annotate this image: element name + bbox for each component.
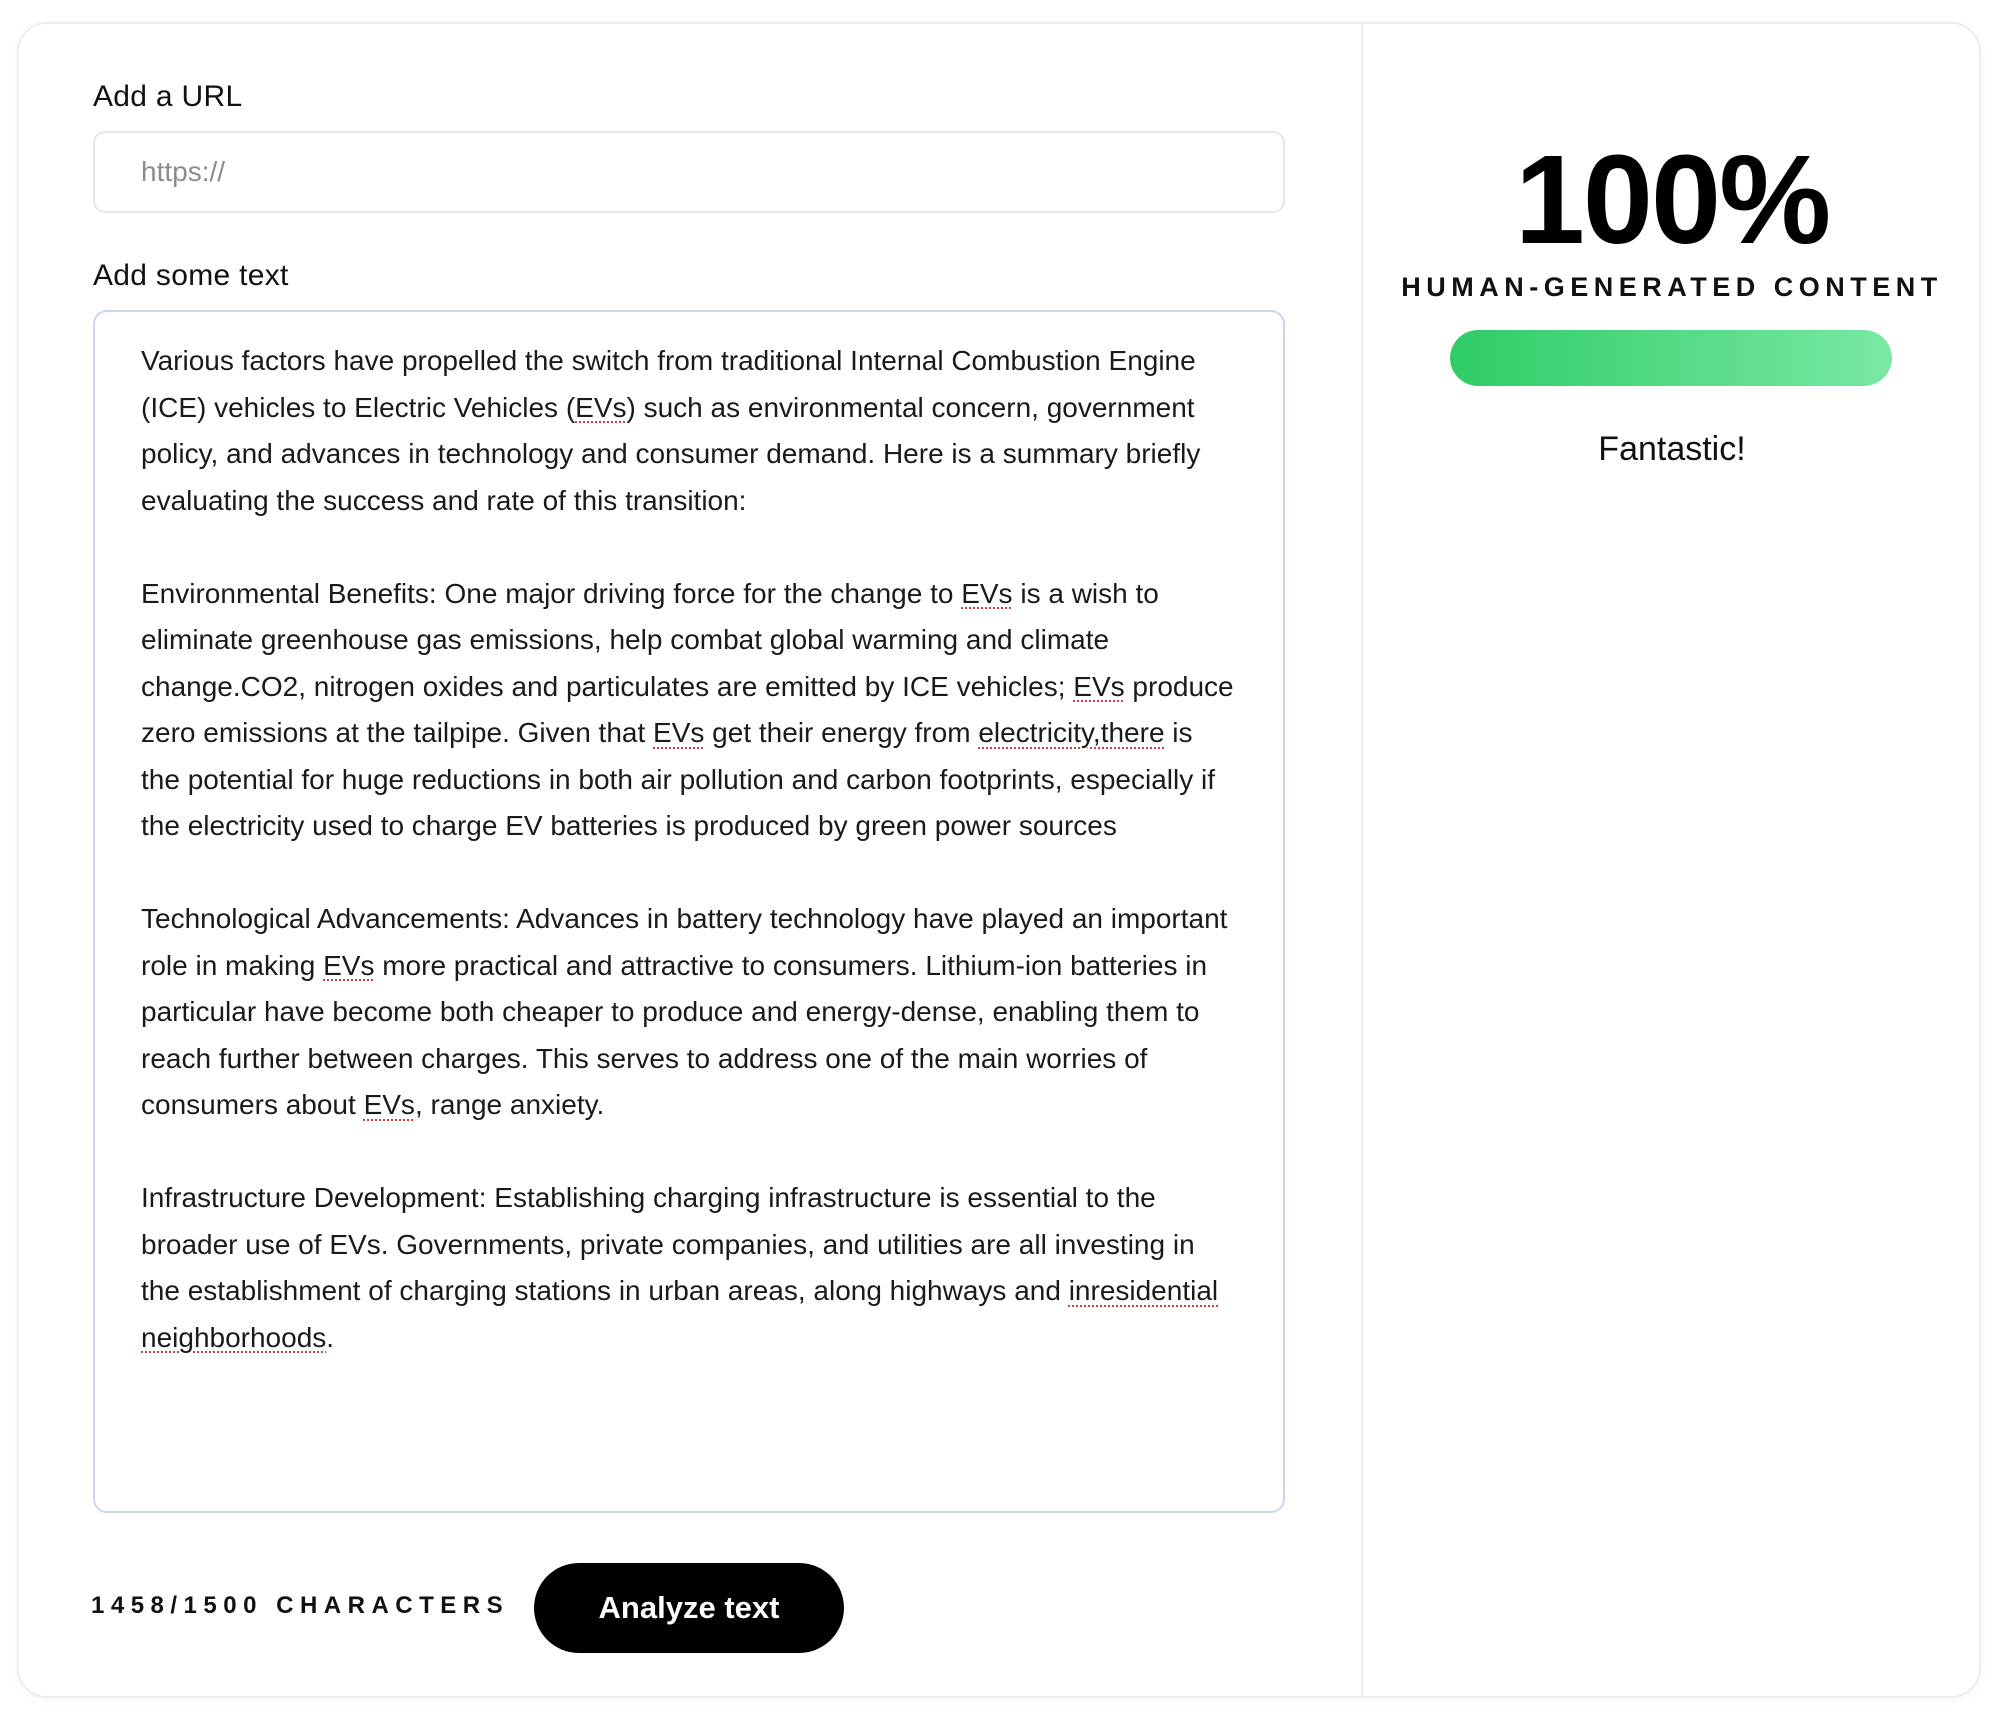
- text-segment: .: [326, 1321, 335, 1353]
- misspelled-word: EVs: [363, 1089, 415, 1120]
- url-input[interactable]: [93, 131, 1285, 213]
- misspelled-word: EVs: [961, 577, 1013, 609]
- misspelled-word: EVs: [323, 949, 375, 981]
- text-segment: Infrastructure Development: Establishing charging infrastructure is essential to the broader use of EVs. Governments, private companies, and utilities are all investing in the establishment of charging stations in urban areas, along highways and: [141, 1182, 1195, 1306]
- text-segment: ) such as environmental concern, government policy, and advances in technology and consumer demand. Here is a summary briefly evaluating the success and rate of this transition:: [141, 391, 1201, 516]
- text-segment: Various factors have propelled the switch from traditional Internal Combustion Engine (ICE) vehicles to Electric Vehicles (: [141, 345, 1196, 423]
- text-segment: Environmental Benefits: One major driving force for the change to: [141, 577, 962, 609]
- misspelled-word: EVs: [1073, 670, 1125, 702]
- misspelled-word: inresidential neighborhoods: [141, 1275, 1219, 1353]
- text-segment: is a wish to eliminate greenhouse gas emissions, help combat global warming and climate change.CO2, nitrogen oxides and particulates are emitted by ICE vehicles;: [141, 577, 1159, 702]
- text-label: Add some text: [93, 259, 289, 292]
- misspelled-word: EVs: [575, 391, 627, 423]
- misspelled-word: EVs: [653, 717, 705, 748]
- score-label: HUMAN-GENERATED CONTENT: [1401, 272, 1943, 302]
- text-segment: Technological Advancements: Advances in battery technology have played an important role in making: [141, 903, 1228, 981]
- score-bar-fill: [1450, 330, 1892, 386]
- text-paragraph: [141, 896, 1237, 1129]
- text-paragraph: [141, 338, 1237, 524]
- score-percentage: 100%: [1514, 129, 1830, 270]
- text-segment: get their energy from: [704, 717, 979, 748]
- text-segment: more practical and attractive to consumers. Lithium-ion batteries in particular have become both cheaper to produce and energy-dense, enabling them to reach further between charges. This serves to address one of the main worries of consumers about: [141, 949, 1208, 1120]
- text-segment: is the potential for huge reductions in both air pollution and carbon footprints, especially if the electricity used to charge EV batteries is produced by green power sources: [141, 717, 1216, 841]
- character-counter: 1458/1500 CHARACTERS: [91, 1592, 510, 1619]
- analyze-text-button[interactable]: Analyze text: [534, 1563, 844, 1653]
- url-label: Add a URL: [93, 80, 243, 113]
- text-segment: , range anxiety.: [414, 1089, 605, 1120]
- text-paragraph: [141, 1175, 1237, 1361]
- misspelled-word: electricity,there: [978, 717, 1165, 748]
- score-bar: [1450, 330, 1892, 386]
- verdict-text: Fantastic!: [1598, 430, 1746, 468]
- text-paragraph: [141, 571, 1237, 850]
- text-input-area[interactable]: [93, 310, 1285, 1513]
- text-segment: produce zero emissions at the tailpipe. Given that: [141, 670, 1234, 748]
